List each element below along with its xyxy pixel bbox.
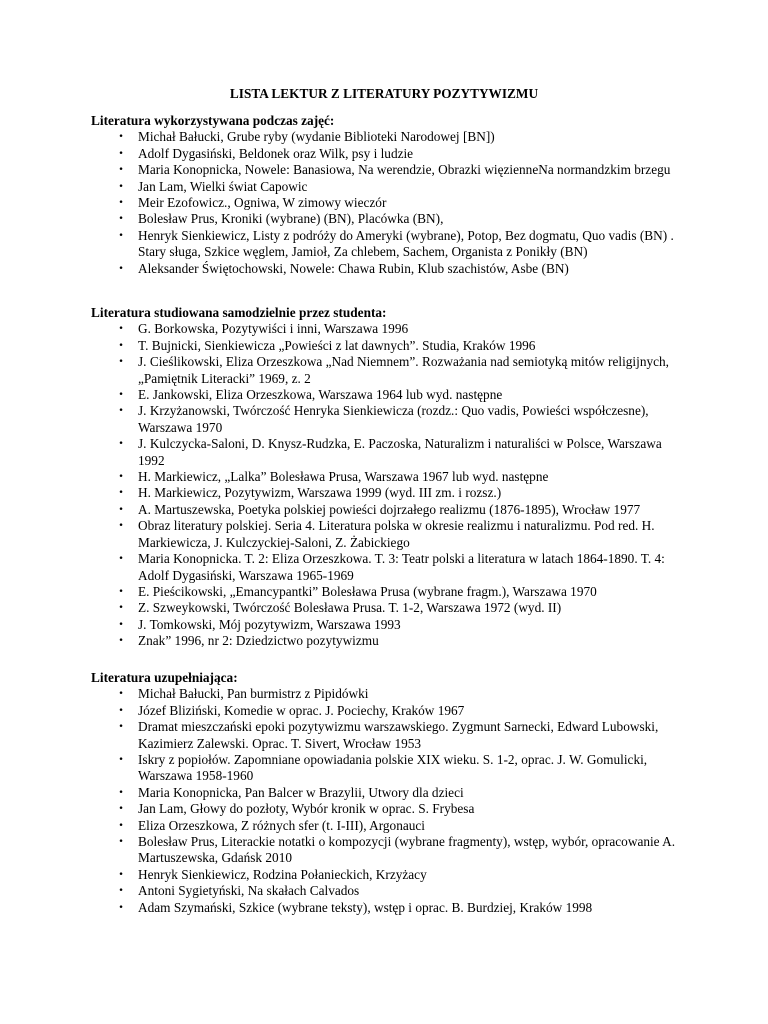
list-item-text: Znak” 1996, nr 2: Dziedzictwo pozytywizmu [138,633,379,649]
list-item-text: J. Tomkowski, Mój pozytywizm, Warszawa 1993 [138,616,401,632]
list-item [91,403,691,436]
bullet-icon: • [118,619,124,630]
list-item [91,818,691,834]
list-item [91,485,691,501]
bullet-icon: • [118,357,124,368]
document-title: LISTA LEKTUR Z LITERATURY POZYTYWIZMU [229,86,539,101]
bullet-icon: • [118,148,124,159]
list-item [91,338,691,354]
bullet-icon: • [118,586,124,597]
list-item-text: J. Krzyżanowski, Twórczość Henryka Sienkiewicza (rozdz.: Quo vadis, Powieści współczesne), Warszawa 1970 [138,403,649,435]
list-item-text: T. Bujnicki, Sienkiewicza „Powieści z lat dawnych”. Studia, Kraków 1996 [138,337,536,353]
list-item [91,719,691,752]
list-item [91,211,691,227]
list-item [91,834,691,867]
list-item-text: Henryk Sienkiewicz, Rodzina Połanieckich, Krzyżacy [138,866,427,882]
bullet-icon: • [118,181,124,192]
bullet-icon: • [118,837,124,848]
list-item-text: E. Pieścikowski, „Emancypantki” Bolesława Prusa (wybrane fragm.), Warszawa 1970 [138,583,597,599]
list-item-text: Dramat mieszczański epoki pozytywizmu warszawskiego. Zygmunt Sarnecki, Edward Lubowski, Kazimierz Zalewski. Oprac. T. Sivert, Wrocław 1953 [138,719,659,751]
bullet-icon: • [118,488,124,499]
bullet-icon: • [118,705,124,716]
list-item [91,129,691,145]
bullet-icon: • [118,554,124,565]
reading-list [91,321,691,649]
list-item [91,321,691,337]
list-item-text: Adolf Dygasiński, Beldonek oraz Wilk, psy i ludzie [138,145,414,161]
list-item [91,785,691,801]
bullet-icon: • [118,263,124,274]
list-item [91,600,691,616]
list-item-text: Meir Ezofowicz., Ogniwa, W zimowy wieczór [138,195,387,211]
section-heading: Literatura uzupełniająca: [91,670,238,685]
list-item-text: Maria Konopnicka, Nowele: Banasiowa, Na werendzie, Obrazki więzienneNa normandzkim brzegu [138,162,671,178]
bullet-icon: • [118,439,124,450]
bullet-icon: • [118,165,124,176]
bullet-icon: • [118,198,124,209]
bullet-icon: • [118,214,124,225]
bullet-icon: • [118,340,124,351]
bullet-icon: • [118,390,124,401]
bullet-icon: • [118,472,124,483]
list-item [91,900,691,916]
list-item [91,195,691,211]
bullet-icon: • [118,820,124,831]
list-item-text: J. Cieślikowski, Eliza Orzeszkowa „Nad Niemnem”. Rozważania nad semiotyką mitów religijnych, „Pamiętnik Literacki” 1969, z. 2 [138,354,669,386]
bullet-icon: • [118,132,124,143]
list-item [91,436,691,469]
list-item [91,686,691,702]
list-item [91,584,691,600]
list-item [91,261,691,277]
section-used-in-classes [91,113,691,277]
list-item-text: E. Jankowski, Eliza Orzeszkowa, Warszawa 1964 lub wyd. następne [138,387,503,403]
list-item [91,617,691,633]
list-item-text: G. Borkowska, Pozytywiści i inni, Warszawa 1996 [138,321,409,337]
list-item [91,469,691,485]
list-item-text: Bolesław Prus, Literackie notatki o kompozycji (wybrane fragmenty), wstęp, wybór, opracowanie A. Martuszewska, Gdańsk 2010 [138,834,676,866]
list-item-text: Michał Bałucki, Pan burmistrz z Pipidówki [138,686,369,702]
list-item [91,867,691,883]
list-item [91,387,691,403]
list-item [91,146,691,162]
list-item-text: Obraz literatury polskiej. Seria 4. Literatura polska w okresie realizmu i naturalizmu. Pod red. H. Markiewicza, J. Kulczyckiej-Saloni, Z. Żabickiego [138,518,655,550]
list-item-text: Maria Konopnicka, Pan Balcer w Brazylii, Utwory dla dzieci [138,784,464,800]
list-item-text: Józef Bliziński, Komedie w oprac. J. Pociechy, Kraków 1967 [138,702,465,718]
bullet-icon: • [118,755,124,766]
list-item [91,703,691,719]
bullet-icon: • [118,324,124,335]
list-item-text: Henryk Sienkiewicz, Listy z podróży do Ameryki (wybrane), Potop, Bez dogmatu, Quo vadis (BN) . Stary sługa, Szkice węglem, Jamioł, Za chlebem, Sachem, Organista z Ponikły (BN) [138,227,674,260]
bullet-icon: • [118,504,124,515]
reading-list [91,686,691,916]
list-item [91,228,691,261]
list-item-text: Jan Lam, Wielki świat Capowic [138,178,308,194]
section-heading: Literatura wykorzystywana podczas zajęć: [91,113,335,128]
bullet-icon: • [118,406,124,417]
list-item-text: H. Markiewicz, Pozytywizm, Warszawa 1999 (wyd. III zm. i rozsz.) [138,485,502,501]
list-item-text: Aleksander Świętochowski, Nowele: Chawa Rubin, Klub szachistów, Asbe (BN) [138,260,569,276]
list-item-text: Bolesław Prus, Kroniki (wybrane) (BN), Placówka (BN), [138,211,444,227]
list-item-text: J. Kulczycka-Saloni, D. Knysz-Rudzka, E. Paczoska, Naturalizm i naturaliści w Polsce, Warszawa 1992 [138,436,662,468]
list-item [91,518,691,551]
bullet-icon: • [118,886,124,897]
list-item [91,179,691,195]
list-item-text: Antoni Sygietyński, Na skałach Calvados [138,883,360,899]
list-item [91,354,691,387]
list-item-text: Michał Bałucki, Grube ryby (wydanie Biblioteki Narodowej [BN]) [138,129,495,145]
list-item-text: A. Martuszewska, Poetyka polskiej powieści dojrzałego realizmu (1876-1895), Wrocław 1977 [138,501,641,517]
bullet-icon: • [118,869,124,880]
bullet-icon: • [118,636,124,647]
list-item [91,162,691,178]
list-item-text: Iskry z popiołów. Zapomniane opowiadania polskie XIX wieku. S. 1-2, oprac. J. W. Gomulicki, Warszawa 1958-1960 [138,752,648,784]
bullet-icon: • [118,689,124,700]
bullet-icon: • [118,521,124,532]
bullet-icon: • [118,722,124,733]
list-item-text: Maria Konopnicka. T. 2: Eliza Orzeszkowa. T. 3: Teatr polski a literatura w latach 1864-1890. T. 4: Adolf Dygasiński, Warszawa 1965-1969 [138,551,665,583]
list-item-text: Adam Szymański, Szkice (wybrane teksty), wstęp i oprac. B. Burdziej, Kraków 1998 [138,899,593,915]
list-item [91,502,691,518]
bullet-icon: • [118,230,124,241]
reading-list [91,129,691,277]
section-self-study [91,305,691,650]
list-item [91,801,691,817]
list-item [91,551,691,584]
bullet-icon: • [118,603,124,614]
list-item [91,633,691,649]
list-item-text: Z. Szweykowski, Twórczość Bolesława Prusa. T. 1-2, Warszawa 1972 (wyd. II) [138,600,562,616]
bullet-icon: • [118,787,124,798]
bullet-icon: • [118,804,124,815]
list-item [91,883,691,899]
section-heading: Literatura studiowana samodzielnie przez studenta: [91,305,387,320]
list-item-text: Eliza Orzeszkowa, Z różnych sfer (t. I-III), Argonauci [138,817,425,833]
section-supplementary [91,670,691,916]
list-item-text: Jan Lam, Głowy do pozłoty, Wybór kronik w oprac. S. Frybesa [138,801,475,817]
bullet-icon: • [118,902,124,913]
list-item-text: H. Markiewicz, „Lalka” Bolesława Prusa, Warszawa 1967 lub wyd. następne [138,469,549,485]
list-item [91,752,691,785]
